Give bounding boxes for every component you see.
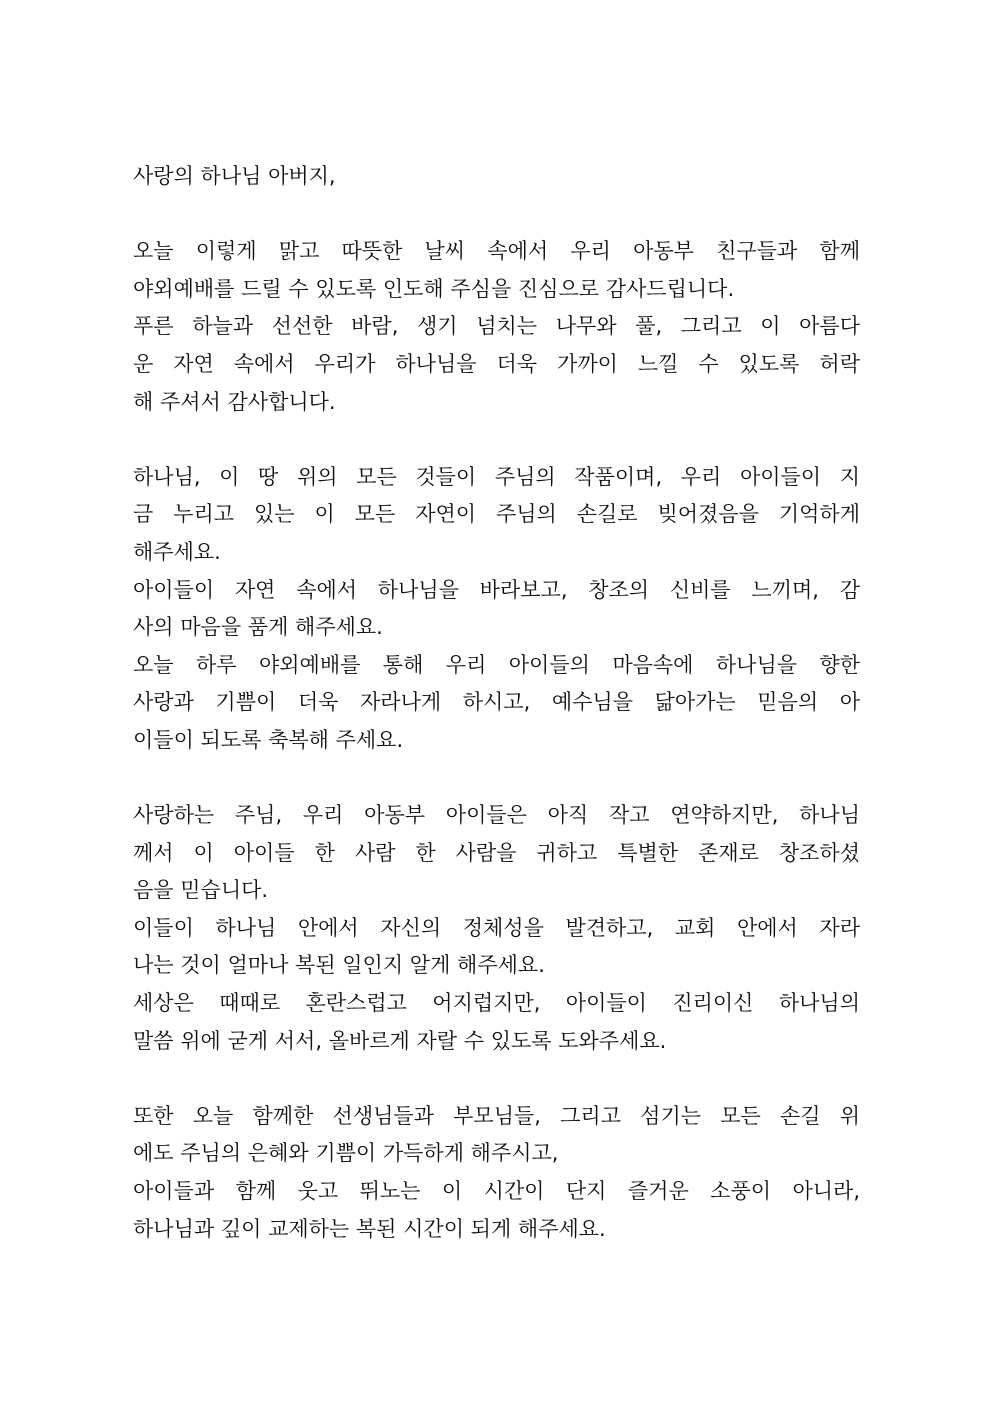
text-line: 사랑과 기쁨이 더욱 자라나게 하시고, 예수님을 닮아가는 믿음의 아 [133,690,860,715]
paragraph-gap [133,1060,860,1098]
paragraph-gap [133,196,860,234]
paragraph-gap [133,421,860,459]
text-line: 사의 마음을 품게 해주세요. [133,615,383,640]
text-line: 아이들과 함께 웃고 뛰노는 이 시간이 단지 즐거운 소풍이 아니라, [133,1179,860,1204]
text-line: 이들이 되도록 축복해 주세요. [133,727,404,752]
text-line: 음을 믿습니다. [133,878,269,903]
text-line: 푸른 하늘과 선선한 바람, 생기 넘치는 나무와 풀, 그리고 이 아름다 [133,314,860,339]
prayer-text-body [133,158,860,1248]
text-line: 또한 오늘 함께한 선생님들과 부모님들, 그리고 섬기는 모든 손길 위 [133,1103,860,1128]
paragraph-5 [133,1098,860,1248]
text-line: 금 누리고 있는 이 모든 자연이 주님의 손길로 빚어졌음을 기억하게 [133,502,860,527]
text-line: 사랑의 하나님 아버지, [133,164,336,188]
text-line: 께서 이 아이들 한 사람 한 사람을 귀하고 특별한 존재로 창조하셨 [133,840,860,865]
text-line: 운 자연 속에서 우리가 하나님을 더욱 가까이 느낄 수 있도록 허락 [133,351,860,376]
text-line: 말씀 위에 굳게 서서, 올바르게 자랄 수 있도록 도와주세요. [133,1028,667,1053]
text-line: 사랑하는 주님, 우리 아동부 아이들은 아직 작고 연약하지만, 하나님 [133,803,860,828]
text-line: 하나님, 이 땅 위의 모든 것들이 주님의 작품이며, 우리 아이들이 지 [133,464,860,489]
text-line: 오늘 하루 야외예배를 통해 우리 아이들의 마음속에 하나님을 향한 [133,652,860,677]
text-line: 오늘 이렇게 맑고 따뜻한 날씨 속에서 우리 아동부 친구들과 함께 [133,239,860,264]
paragraph-2 [133,233,860,421]
text-line: 하나님과 깊이 교제하는 복된 시간이 되게 해주세요. [133,1216,606,1241]
paragraph-1 [133,158,860,196]
text-line: 해 주셔서 감사합니다. [133,389,336,414]
paragraph-3 [133,459,860,760]
text-line: 세상은 때때로 혼란스럽고 어지럽지만, 아이들이 진리이신 하나님의 [133,991,860,1016]
text-line: 이들이 하나님 안에서 자신의 정체성을 발견하고, 교회 안에서 자라 [133,915,860,940]
text-line: 아이들이 자연 속에서 하나님을 바라보고, 창조의 신비를 느끼며, 감 [133,577,860,602]
text-line: 나는 것이 얼마나 복된 일인지 알게 해주세요. [133,953,545,978]
text-line: 야외예배를 드릴 수 있도록 인도해 주심을 진심으로 감사드립니다. [133,276,735,301]
paragraph-4 [133,797,860,1060]
text-line: 에도 주님의 은혜와 기쁨이 가득하게 해주시고, [133,1141,559,1166]
text-line: 해주세요. [133,539,221,564]
paragraph-gap [133,760,860,798]
